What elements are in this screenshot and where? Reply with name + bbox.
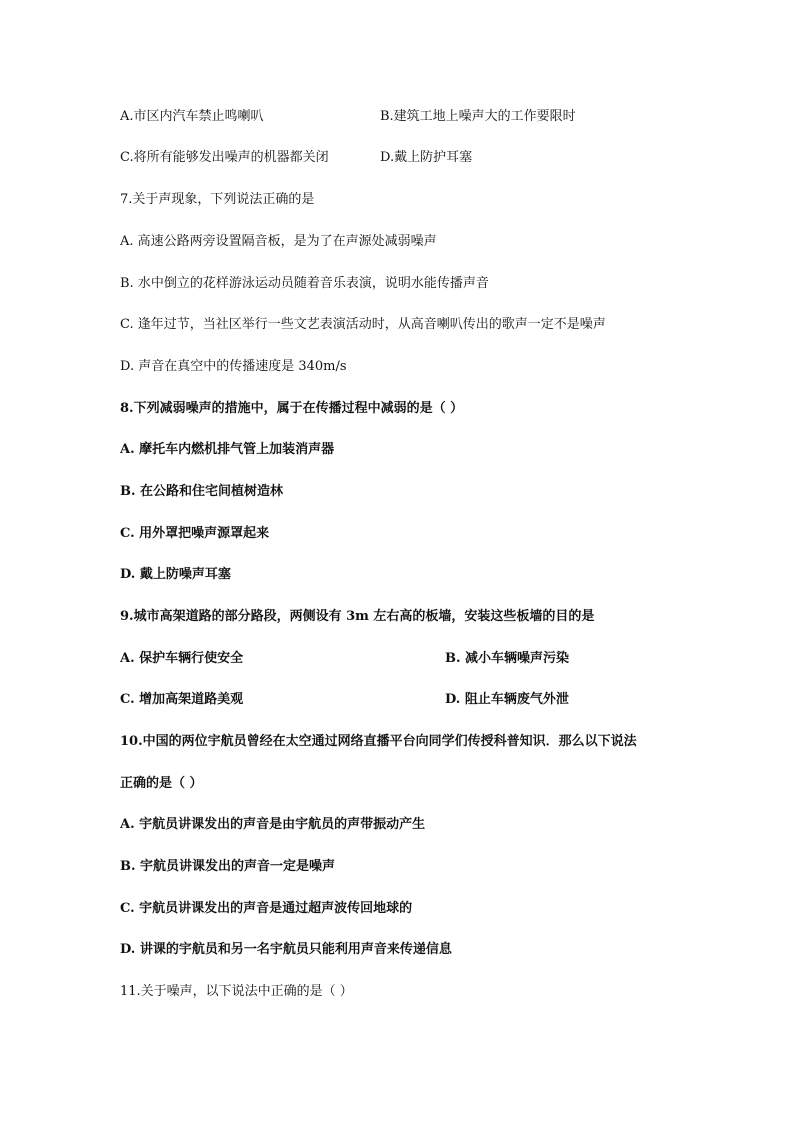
q7-option-a: A. 高速公路两旁设置隔音板，是为了在声源处减弱噪声: [120, 234, 437, 249]
q10-option-a: A. 宇航员讲课发出的声音是由宇航员的声带振动产生: [120, 817, 426, 832]
q9-option-b: B. 减小车辆噪声污染: [445, 651, 570, 666]
q6-option-a: A.市区内汽车禁止鸣喇叭: [120, 109, 264, 124]
q6-option-b: B.建筑工地上噪声大的工作要限时: [380, 109, 576, 124]
q8-option-b: B. 在公路和住宅间植树造林: [120, 484, 284, 499]
q10-option-c: C. 宇航员讲课发出的声音是通过超声波传回地球的: [120, 901, 413, 916]
q6-option-c: C.将所有能够发出噪声的机器都关闭: [120, 150, 329, 165]
q7-option-c: C. 逢年过节，当社区举行一些文艺表演活动时，从高音喇叭传出的歌声一定不是噪声: [120, 317, 606, 332]
q9-option-c: C. 增加高架道路美观: [120, 692, 244, 707]
q7-stem: 7.关于声现象，下列说法正确的是: [120, 192, 315, 207]
q9-option-a: A. 保护车辆行使安全: [120, 651, 244, 666]
q8-stem: 8.下列减弱噪声的措施中，属于在传播过程中减弱的是（ ）: [120, 401, 464, 416]
q9-stem: 9.城市高架道路的部分路段，两侧设有 3m 左右高的板墙，安装这些板墙的目的是: [120, 609, 595, 624]
q8-option-d: D. 戴上防噪声耳塞: [120, 567, 231, 582]
q11-stem: 11.关于噪声，以下说法中正确的是（ ）: [120, 984, 353, 999]
q10-option-d: D. 讲课的宇航员和另一名宇航员只能利用声音来传递信息: [120, 942, 452, 957]
q10-stem-line1: 10.中国的两位宇航员曾经在太空通过网络直播平台向同学们传授科普知识．那么以下说法: [120, 734, 637, 749]
q8-option-c: C. 用外罩把噪声源罩起来: [120, 526, 270, 541]
q10-option-b: B. 宇航员讲课发出的声音一定是噪声: [120, 859, 336, 874]
q10-stem-line2: 正确的是（ ）: [120, 776, 203, 791]
q8-option-a: A. 摩托车内燃机排气管上加装消声器: [120, 442, 335, 457]
q6-option-d: D.戴上防护耳塞: [380, 150, 473, 165]
q7-option-b: B. 水中倒立的花样游泳运动员随着音乐表演，说明水能传播声音: [120, 276, 489, 291]
q7-option-d: D. 声音在真空中的传播速度是 340m/s: [120, 359, 347, 374]
q9-option-d: D. 阻止车辆废气外泄: [445, 692, 569, 707]
